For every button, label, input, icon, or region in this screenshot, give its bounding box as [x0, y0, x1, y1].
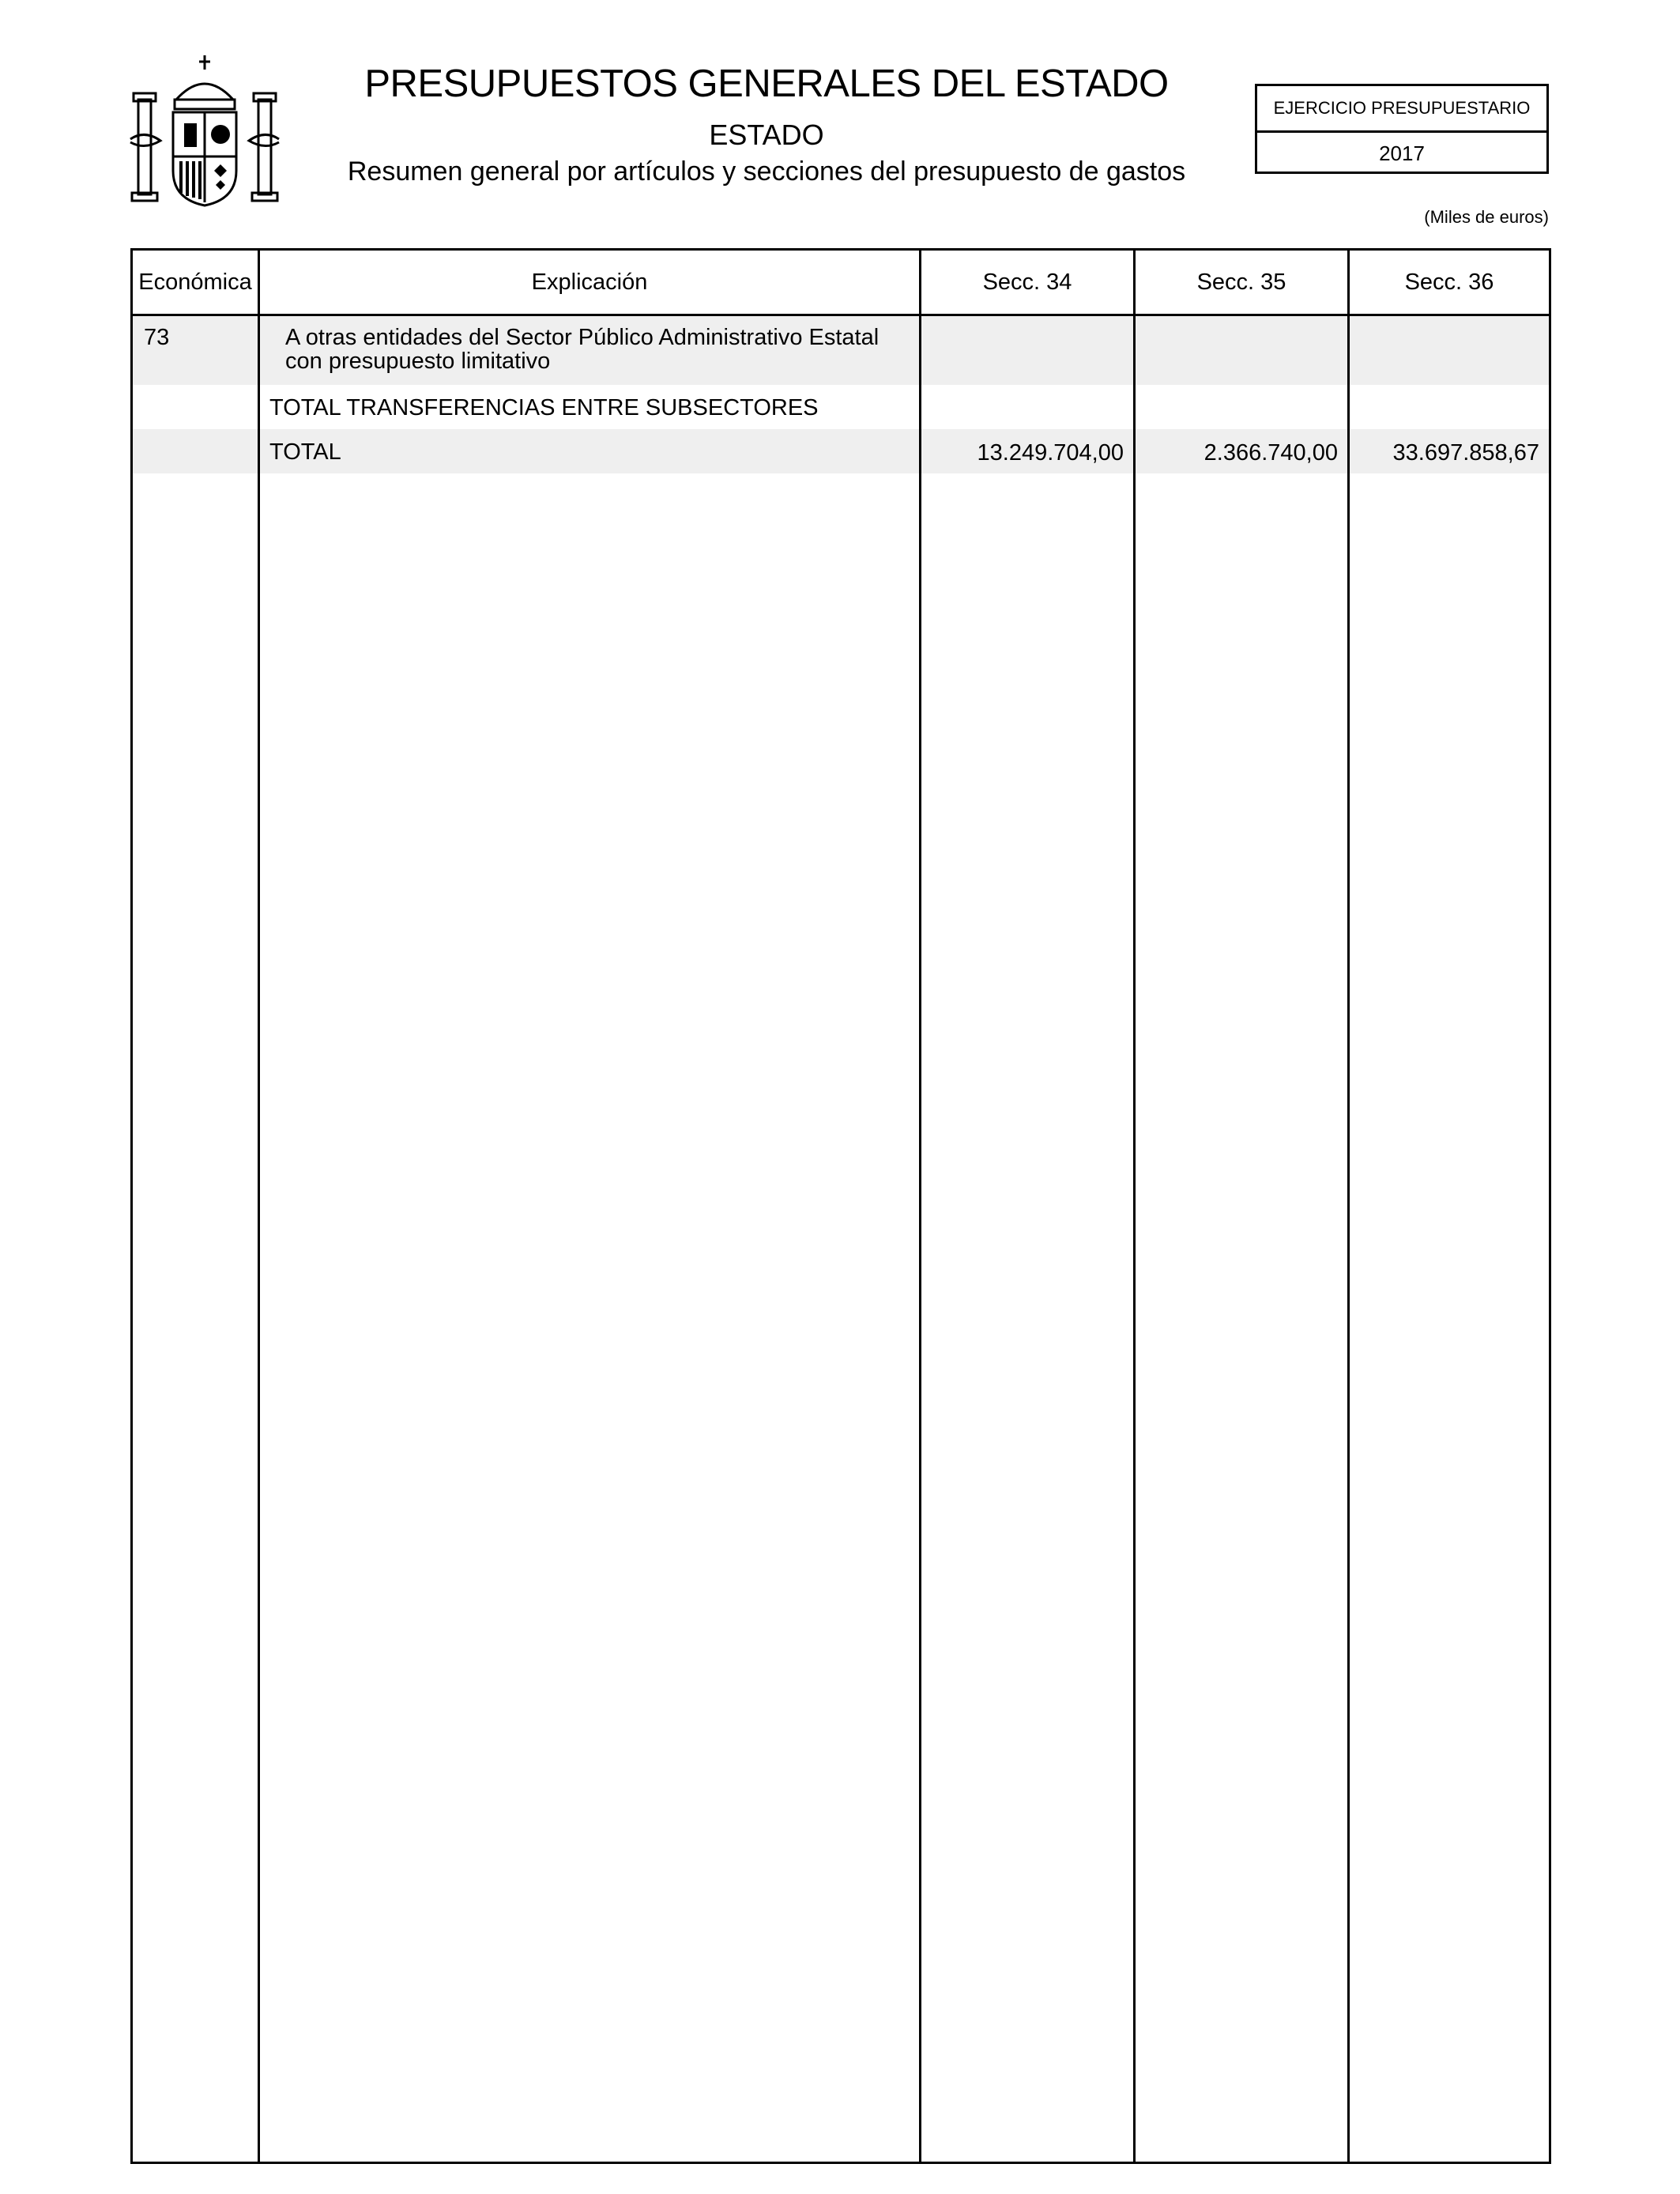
row-text: TOTAL TRANSFERENCIAS ENTRE SUBSECTORES: [269, 395, 819, 420]
page-description: Resumen general por artículos y secciones del presupuesto de gastos: [347, 156, 1186, 187]
table-row: [133, 429, 1549, 473]
row-code: 73: [144, 325, 170, 350]
coat-of-arms-icon: [129, 52, 281, 207]
row-text: TOTAL: [269, 439, 341, 465]
units-note: (Miles de euros): [1424, 207, 1549, 227]
exercise-year: 2017: [1379, 141, 1425, 165]
column-divider: [1347, 251, 1350, 2162]
page-subtitle: ESTADO: [709, 119, 824, 151]
total-secc-35: 2.366.740,00: [1203, 440, 1338, 466]
exercise-box: [1255, 84, 1549, 174]
table-row: [133, 316, 1549, 385]
column-divider: [1133, 251, 1136, 2162]
page-title: PRESUPUESTOS GENERALES DEL ESTADO: [364, 62, 1169, 105]
col-header-secc-36: Secc. 36: [1404, 269, 1494, 295]
total-secc-34: 13.249.704,00: [977, 440, 1124, 466]
column-divider: [258, 251, 260, 2162]
col-header-explicacion: Explicación: [531, 269, 648, 295]
budget-table: [130, 248, 1551, 2164]
total-secc-36: 33.697.858,67: [1392, 440, 1539, 466]
exercise-label: EJERCICIO PRESUPUESTARIO: [1257, 86, 1546, 133]
col-header-secc-35: Secc. 35: [1196, 269, 1286, 295]
col-header-economica: Económica: [138, 269, 252, 295]
col-header-secc-34: Secc. 34: [982, 269, 1072, 295]
row-text-line1: A otras entidades del Sector Público Administrativo Estatal: [285, 325, 880, 350]
column-divider: [919, 251, 921, 2162]
row-text-line2: con presupuesto limitativo: [285, 349, 551, 374]
table-header: [133, 251, 1549, 316]
table-row: [133, 385, 1549, 429]
